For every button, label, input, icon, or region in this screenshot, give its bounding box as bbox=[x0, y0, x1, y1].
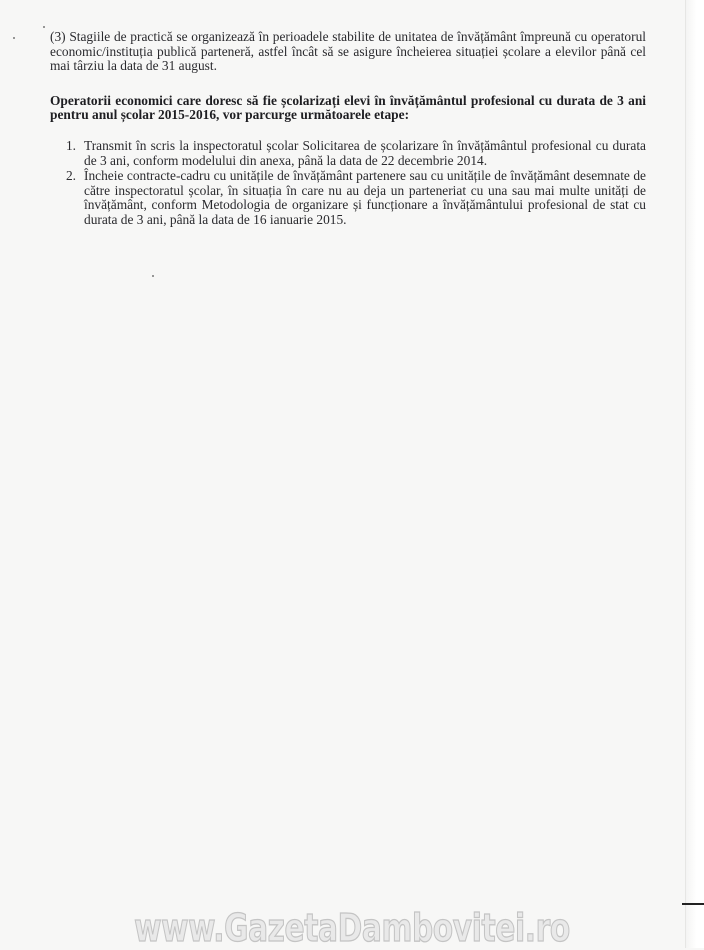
step-number: 2. bbox=[65, 168, 76, 184]
step-text: Transmit în scris la inspectoratul școlar Solicitarea de școlarizare în învățământul profesional cu durata de 3 ani, conform modelului din anexa, până la data de 22 decembrie 2014. bbox=[84, 137, 646, 168]
step-text: Încheie contracte-cadru cu unitățile de învățământ partenere sau cu unitățile de învățământ desemnate de către inspectoratul școlar, în situația în care nu au deja un parteneriat cu una sau mai multe unități de învățământ, conform Metodologia de organizare și funcționare a învățământului profesional de stat cu durata de 3 ani, până la data de 16 ianuarie 2015. bbox=[84, 168, 646, 227]
steps-list bbox=[50, 139, 646, 228]
list-item bbox=[50, 139, 646, 168]
document-body bbox=[50, 30, 646, 229]
step-number: 1. bbox=[65, 137, 76, 153]
scan-speck bbox=[13, 37, 15, 39]
page-edge bbox=[685, 0, 704, 948]
paragraph-3: (3) Stagiile de practică se organizează în perioadele stabilite de unitatea de învățământ împreună cu operatorul economic/instituția publică parteneră, astfel încât să se asigure încheierea situației școlare a elevilor până cel mai târziu la data de 31 august. bbox=[50, 29, 646, 74]
scan-edge-mark bbox=[682, 903, 704, 905]
scan-speck bbox=[43, 26, 45, 28]
list-item bbox=[50, 169, 646, 227]
section-heading: Operatorii economici care doresc să fie școlarizați elevi în învățământul profesional cu durata de 3 ani pentru anul școlar 2015-2016, vor parcurge următoarele etape: bbox=[50, 92, 646, 123]
watermark: www.GazetaDambovitei.ro bbox=[134, 906, 570, 950]
scan-speck bbox=[152, 275, 154, 277]
